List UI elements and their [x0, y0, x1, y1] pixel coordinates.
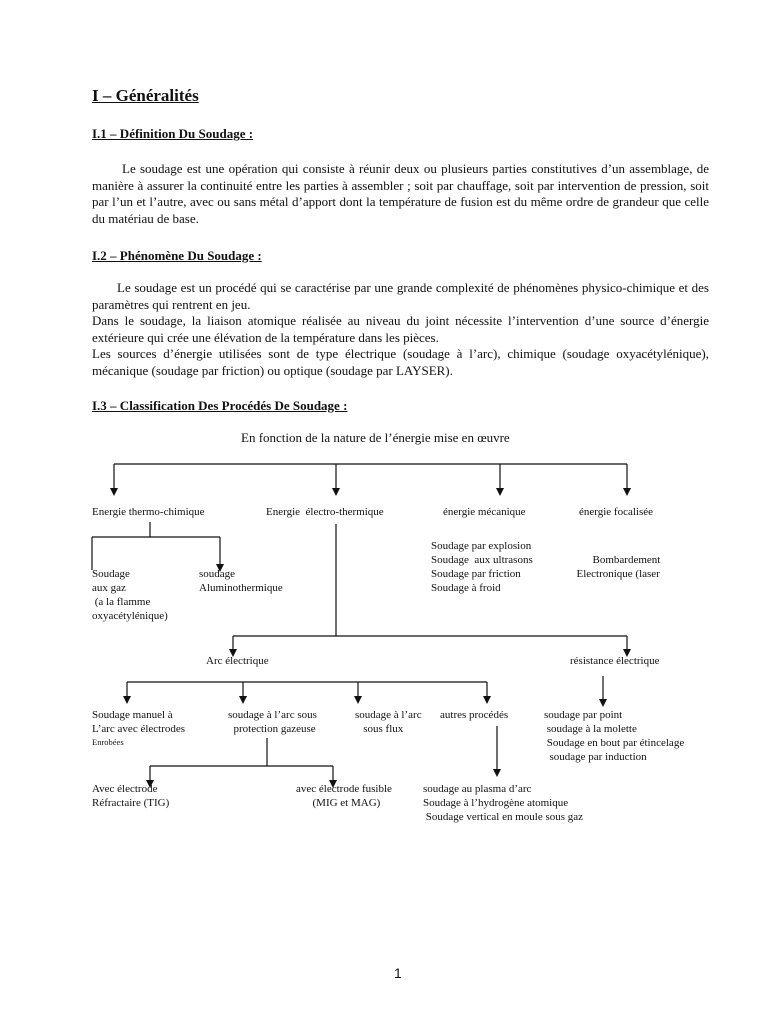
diagram-root-label: En fonction de la nature de l’énergie mise en œuvre [241, 430, 510, 445]
node-thermo-chimique: Energie thermo-chimique [92, 506, 205, 518]
node-mig: avec électrode fusible (MIG et MAG) [296, 783, 392, 809]
list-resistance: soudage par point soudage à la molette Soudage en bout par étincelage soudage par induction [544, 709, 685, 763]
list-autres-procedes: soudage au plasma d’arc Soudage à l’hydrogène atomique Soudage vertical en moule sous gaz [423, 783, 584, 823]
heading-definition: I.1 – Définition Du Soudage : [92, 126, 254, 141]
phenomene-text-2: Dans le soudage, la liaison atomique réalisée au niveau du joint nécessite l’intervention d’une source d’énergie extérieure qui crée une élévation de la température dans les pièces. [92, 313, 709, 345]
phenomene-text-3: Les sources d’énergie utilisées sont de type électrique (soudage à l’arc), chimique (soudage oxyacétylénique), mécanique (soudage par friction) ou optique (soudage par LAYSER). [92, 346, 709, 378]
node-sous-flux: soudage à l’arc sous flux [355, 709, 422, 735]
node-aluminothermique: soudage Aluminothermique [199, 568, 283, 594]
node-soudage-gaz: Soudage aux gaz (a la flamme oxyacétylénique) [92, 568, 168, 622]
node-resistance-electrique: résistance électrique [570, 655, 660, 667]
heading-phenomene: I.2 – Phénomène Du Soudage : [92, 248, 262, 263]
phenomene-text-1: Le soudage est un procédé qui se caractérise par une grande complexité de phénomènes physico-chimique et des paramètres qui rentrent en jeu. [92, 280, 709, 312]
definition-text: Le soudage est une opération qui consiste à réunir deux ou plusieurs parties constitutives d’un assemblage, de manière à assurer la continuité entre les parties à assembler ; soit par chauffage, soit par intervention de pression, soit par l’un et l’autre, avec ou sans métal d’apport dont la température de fusion est du même ordre de grandeur que celle du matériau de base. [92, 161, 709, 226]
node-focalisee: énergie focalisée [579, 506, 654, 518]
node-autres-procedes: autres procédés [440, 709, 509, 721]
node-sous-protection: soudage à l’arc sous protection gazeuse [228, 709, 317, 735]
node-enrobees: Enrobées [92, 737, 124, 747]
node-arc-electrique: Arc électrique [206, 655, 269, 667]
node-mecanique: énergie mécanique [443, 506, 526, 518]
node-electro-thermique: Energie électro-thermique [266, 506, 384, 518]
focal-list-text: Bombardement Electronique (laser [576, 554, 661, 580]
list-mecanique: Soudage par explosion Soudage aux ultrasons Soudage par friction Soudage à froid [431, 540, 533, 594]
page-number: 1 [394, 965, 402, 981]
node-soudage-manuel: Soudage manuel à L’arc avec électrodes [92, 709, 186, 735]
node-tig: Avec électrode Réfractaire (TIG) [92, 783, 170, 809]
list-focalisee [576, 539, 668, 595]
heading-classification: I.3 – Classification Des Procédés De Soudage : [92, 398, 348, 413]
section-title: I – Généralités [92, 86, 199, 105]
